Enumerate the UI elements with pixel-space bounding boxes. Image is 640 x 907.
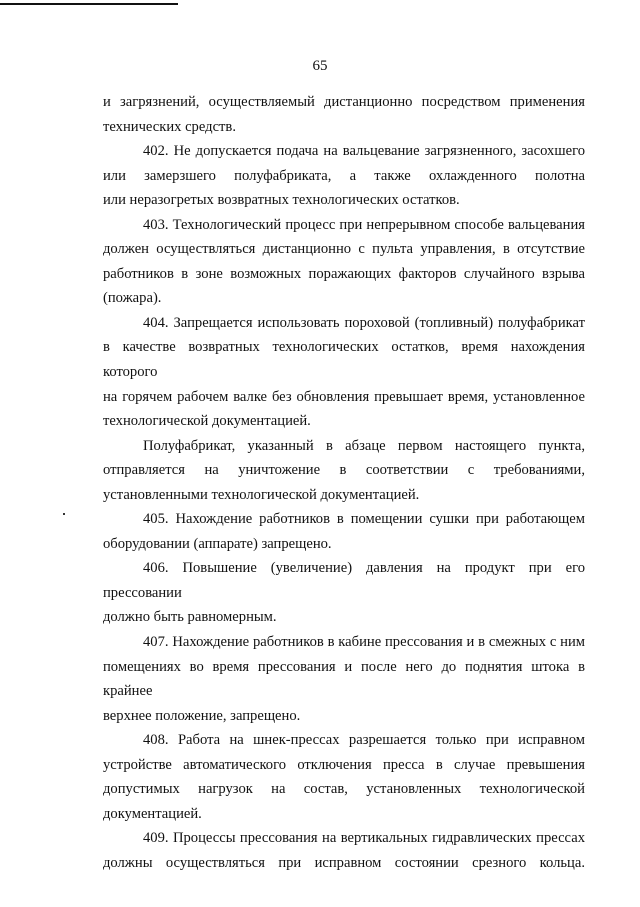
text-line: технических средств. (103, 118, 236, 135)
margin-mark (63, 513, 65, 515)
paragraph-402-line: 402. Не допускается подача на вальцевание загрязненного, засохшего (143, 143, 585, 160)
text-line: должны осуществляться при исправном состоянии срезного кольца. (103, 854, 585, 871)
page-number: 65 (312, 58, 328, 74)
text-line: на горячем рабочем валке без обновления превышает время, установленное (103, 388, 585, 405)
text-line: отправляется на уничтожение в соответствии с требованиями, (103, 462, 585, 479)
text-line: (пожара). (103, 290, 162, 307)
text-line: верхнее положение, запрещено. (103, 707, 301, 724)
paragraph-403-line: 403. Технологический процесс при непрерывном способе вальцевания (143, 216, 585, 233)
document-body (103, 90, 585, 876)
text-line: и загрязнений, осуществляемый дистанционно посредством применения (103, 94, 585, 110)
text-line: должно быть равномерным. (103, 609, 277, 626)
text-line: установленными технологической документацией. (103, 486, 420, 503)
paragraph-404-line: 404. Запрещается использовать пороховой (топливный) полуфабрикат (143, 314, 585, 331)
text-line: помещениях во время прессования и после него до поднятия штока в крайнее (103, 658, 585, 700)
text-line: или замерзшего полуфабриката, а также охлажденного полотна (103, 167, 585, 184)
text-line: работников в зоне возможных поражающих факторов случайного взрыва (103, 265, 585, 282)
paragraph-409-line: 409. Процессы прессования на вертикальных гидравлических прессах (143, 830, 585, 847)
paragraph-407-line: 407. Нахождение работников в кабине прессования и в смежных с ним (143, 634, 585, 651)
text-line: устройстве автоматического отключения пресса в случае превышения (103, 756, 585, 773)
text-line: оборудовании (аппарате) запрещено. (103, 535, 332, 552)
text-line: технологической документацией. (103, 413, 311, 430)
corner-rule (0, 3, 178, 5)
paragraph-405-line: 405. Нахождение работников в помещении сушки при работающем (143, 511, 585, 528)
text-line: или неразогретых возвратных технологических остатков. (103, 192, 460, 209)
text-line: в качестве возвратных технологических остатков, время нахождения которого (103, 339, 585, 381)
text-line: документацией. (103, 805, 202, 822)
paragraph-semi-finished-line: Полуфабрикат, указанный в абзаце первом настоящего пункта, (143, 437, 585, 454)
text-line: должен осуществляться дистанционно с пульта управления, в отсутствие (103, 241, 585, 258)
paragraph-406-line: 406. Повышение (увеличение) давления на продукт при его прессовании (103, 560, 585, 601)
text-line: допустимых нагрузок на состав, установленных технологической (103, 781, 585, 798)
paragraph-408-line: 408. Работа на шнек-прессах разрешается только при исправном (143, 732, 585, 749)
